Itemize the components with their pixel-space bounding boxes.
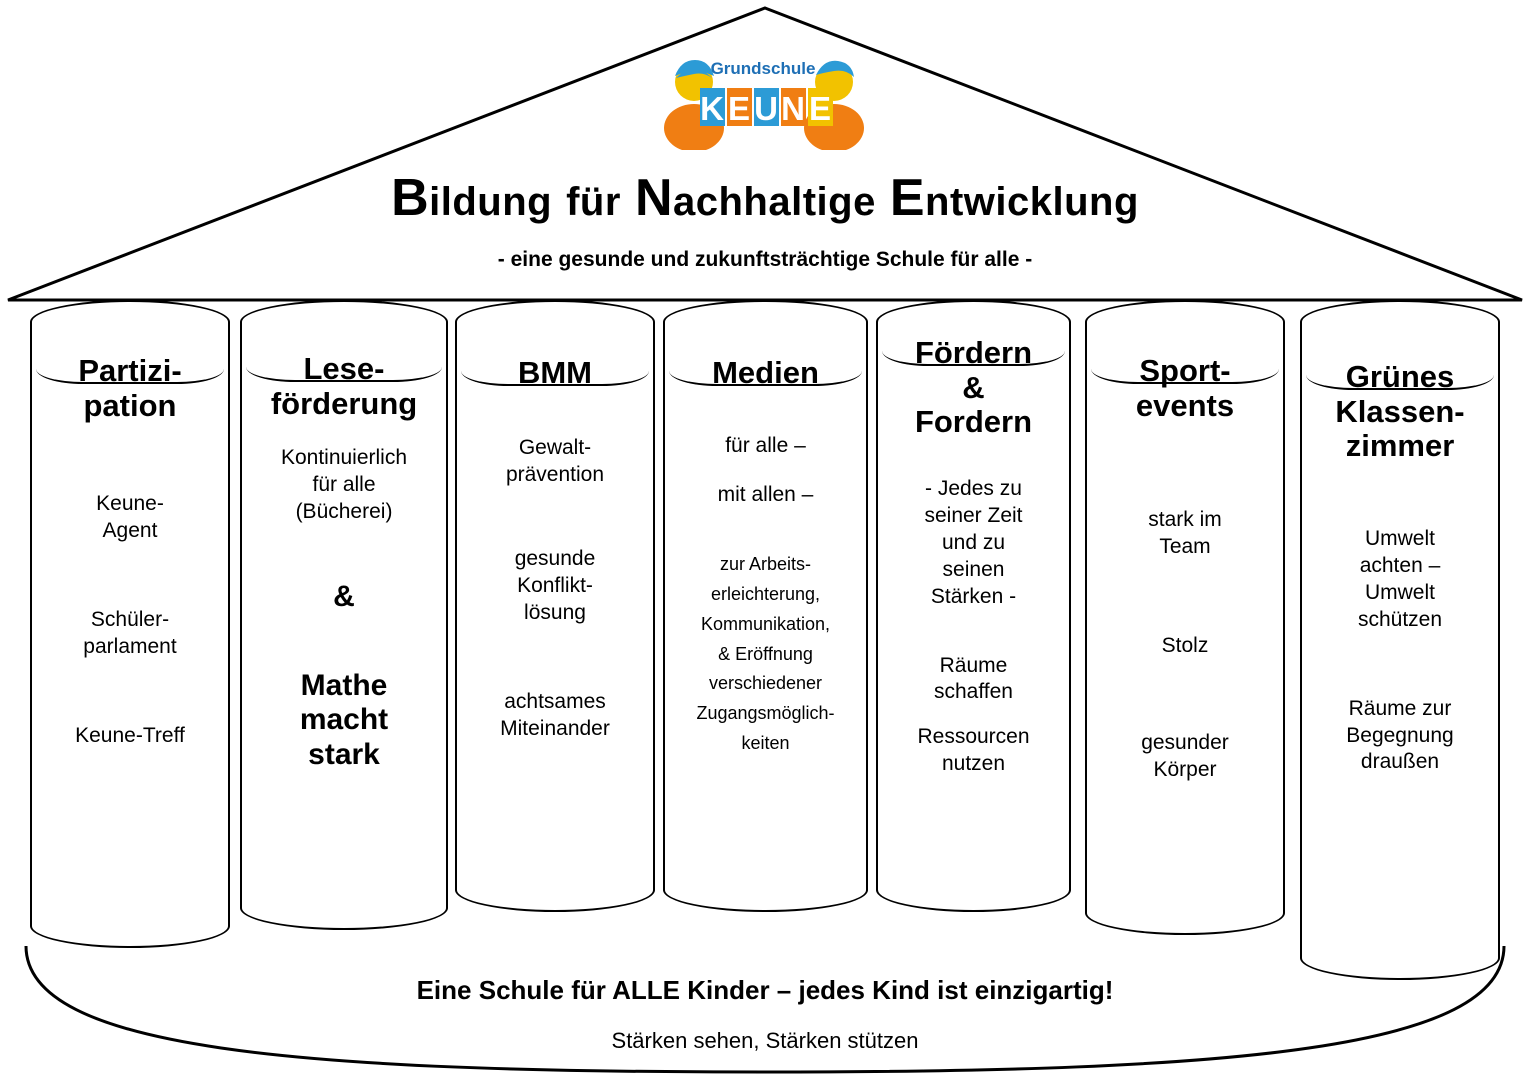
svg-text:E: E bbox=[727, 90, 751, 127]
pillar-gruenes-klassenzimmer bbox=[1300, 300, 1500, 980]
logo-graphic bbox=[648, 52, 878, 150]
svg-text:E: E bbox=[808, 90, 832, 127]
pillar-sportevents bbox=[1085, 300, 1285, 935]
pillar-body-lesefoerderung bbox=[248, 445, 440, 772]
pillar-body-bmm bbox=[463, 435, 647, 743]
pillar-item: Gewalt- prävention bbox=[505, 435, 605, 486]
pillar-body-sportevents bbox=[1093, 507, 1277, 783]
svg-text:N: N bbox=[781, 90, 805, 127]
pillar-body-medien bbox=[671, 433, 860, 759]
pillar-item: mit allen – bbox=[717, 482, 814, 506]
pillar-medien bbox=[663, 300, 868, 912]
foundation-shape bbox=[0, 940, 1530, 1078]
pillar-heading-medien: Medien bbox=[712, 355, 819, 390]
pillar-item: Mathe macht stark bbox=[299, 668, 389, 771]
pillar-item: & bbox=[333, 580, 355, 614]
title-rest-entwicklung: ntwicklung bbox=[925, 180, 1139, 224]
pillar-item: Räume zur Begegnung draußen bbox=[1346, 696, 1454, 774]
pillar-item: Kontinuierlich für alle (Bücherei) bbox=[280, 446, 408, 524]
pillar-heading-partizipation: Partizi- pation bbox=[78, 353, 182, 423]
pillar-item: für alle – bbox=[725, 433, 806, 457]
pillar-heading-gruenes-klassenzimmer: Grünes Klassen- zimmer bbox=[1335, 359, 1465, 464]
school-logo bbox=[648, 52, 878, 150]
title-rest-bildung: ildung bbox=[429, 180, 553, 224]
pillar-item: gesunde Konflikt- lösung bbox=[514, 547, 596, 625]
pillar-item: Schüler- parlament bbox=[83, 608, 177, 659]
pillar-body-gruenes-klassenzimmer bbox=[1308, 526, 1492, 776]
pillar-top-ellipse bbox=[1306, 360, 1494, 390]
pillar-item: achtsames Miteinander bbox=[500, 690, 610, 740]
title-cap-n: N bbox=[634, 169, 673, 227]
svg-text:K: K bbox=[700, 90, 724, 127]
pillar-heading-bmm: BMM bbox=[517, 355, 593, 390]
pillar-item: Keune-Treff bbox=[75, 723, 185, 747]
pillar-bmm bbox=[455, 300, 655, 912]
pillar-heading-lesefoerderung: Lese- förderung bbox=[270, 351, 418, 421]
pillar-body-foerdern-fordern bbox=[884, 476, 1063, 778]
pillar-item: gesunder Körper bbox=[1141, 731, 1229, 781]
foundation-headline: Eine Schule für ALLE Kinder – jedes Kind ist einzigartig! bbox=[416, 975, 1114, 1005]
pillar-top-ellipse bbox=[36, 354, 224, 384]
title-rest-nachhaltige: achhaltige bbox=[673, 180, 876, 224]
logo-top-text: Grundschule bbox=[710, 59, 816, 78]
pillar-top-ellipse bbox=[1091, 354, 1279, 384]
pillar-item: Räume schaffen bbox=[933, 653, 1013, 704]
pillar-top-ellipse bbox=[882, 336, 1065, 366]
pillar-item: stark im Team bbox=[1148, 508, 1222, 559]
title-cap-e: E bbox=[889, 169, 926, 227]
pillar-foerdern-fordern bbox=[876, 300, 1071, 912]
pillar-lesefoerderung bbox=[240, 300, 448, 930]
pillar-item: - Jedes zu seiner Zeit und zu seinen Stärken - bbox=[924, 477, 1023, 608]
pillar-heading-foerdern-fordern: Fördern & Fordern bbox=[914, 335, 1033, 440]
pillar-item: Keune- Agent bbox=[96, 492, 164, 543]
pillar-top-ellipse bbox=[669, 356, 862, 386]
diagram-title bbox=[0, 170, 1530, 227]
diagram-subtitle: - eine gesunde und zukunftsträchtige Schule für alle - bbox=[497, 248, 1033, 271]
pillar-heading-sportevents: Sport- events bbox=[1135, 353, 1235, 423]
svg-text:U: U bbox=[754, 90, 778, 127]
pillar-item: zur Arbeits- erleichterung, Kommunikation, & Eröffnung verschiedener Zugangsmöglich- keiten bbox=[696, 554, 835, 753]
pillar-top-ellipse bbox=[246, 352, 442, 382]
title-cap-b: B bbox=[391, 169, 430, 227]
logo-keune-blocks bbox=[700, 88, 833, 127]
foundation-subline: Stärken sehen, Stärken stützen bbox=[611, 1028, 919, 1053]
pillar-top-ellipse bbox=[461, 356, 649, 386]
pillar-item: Ressourcen nutzen bbox=[917, 725, 1030, 776]
title-rest-fuer: für bbox=[566, 180, 621, 224]
pillar-partizipation bbox=[30, 300, 230, 948]
pillar-body-partizipation bbox=[38, 491, 222, 749]
pillar-item: Umwelt achten – Umwelt schützen bbox=[1357, 527, 1443, 631]
pillar-item: Stolz bbox=[1161, 634, 1209, 658]
